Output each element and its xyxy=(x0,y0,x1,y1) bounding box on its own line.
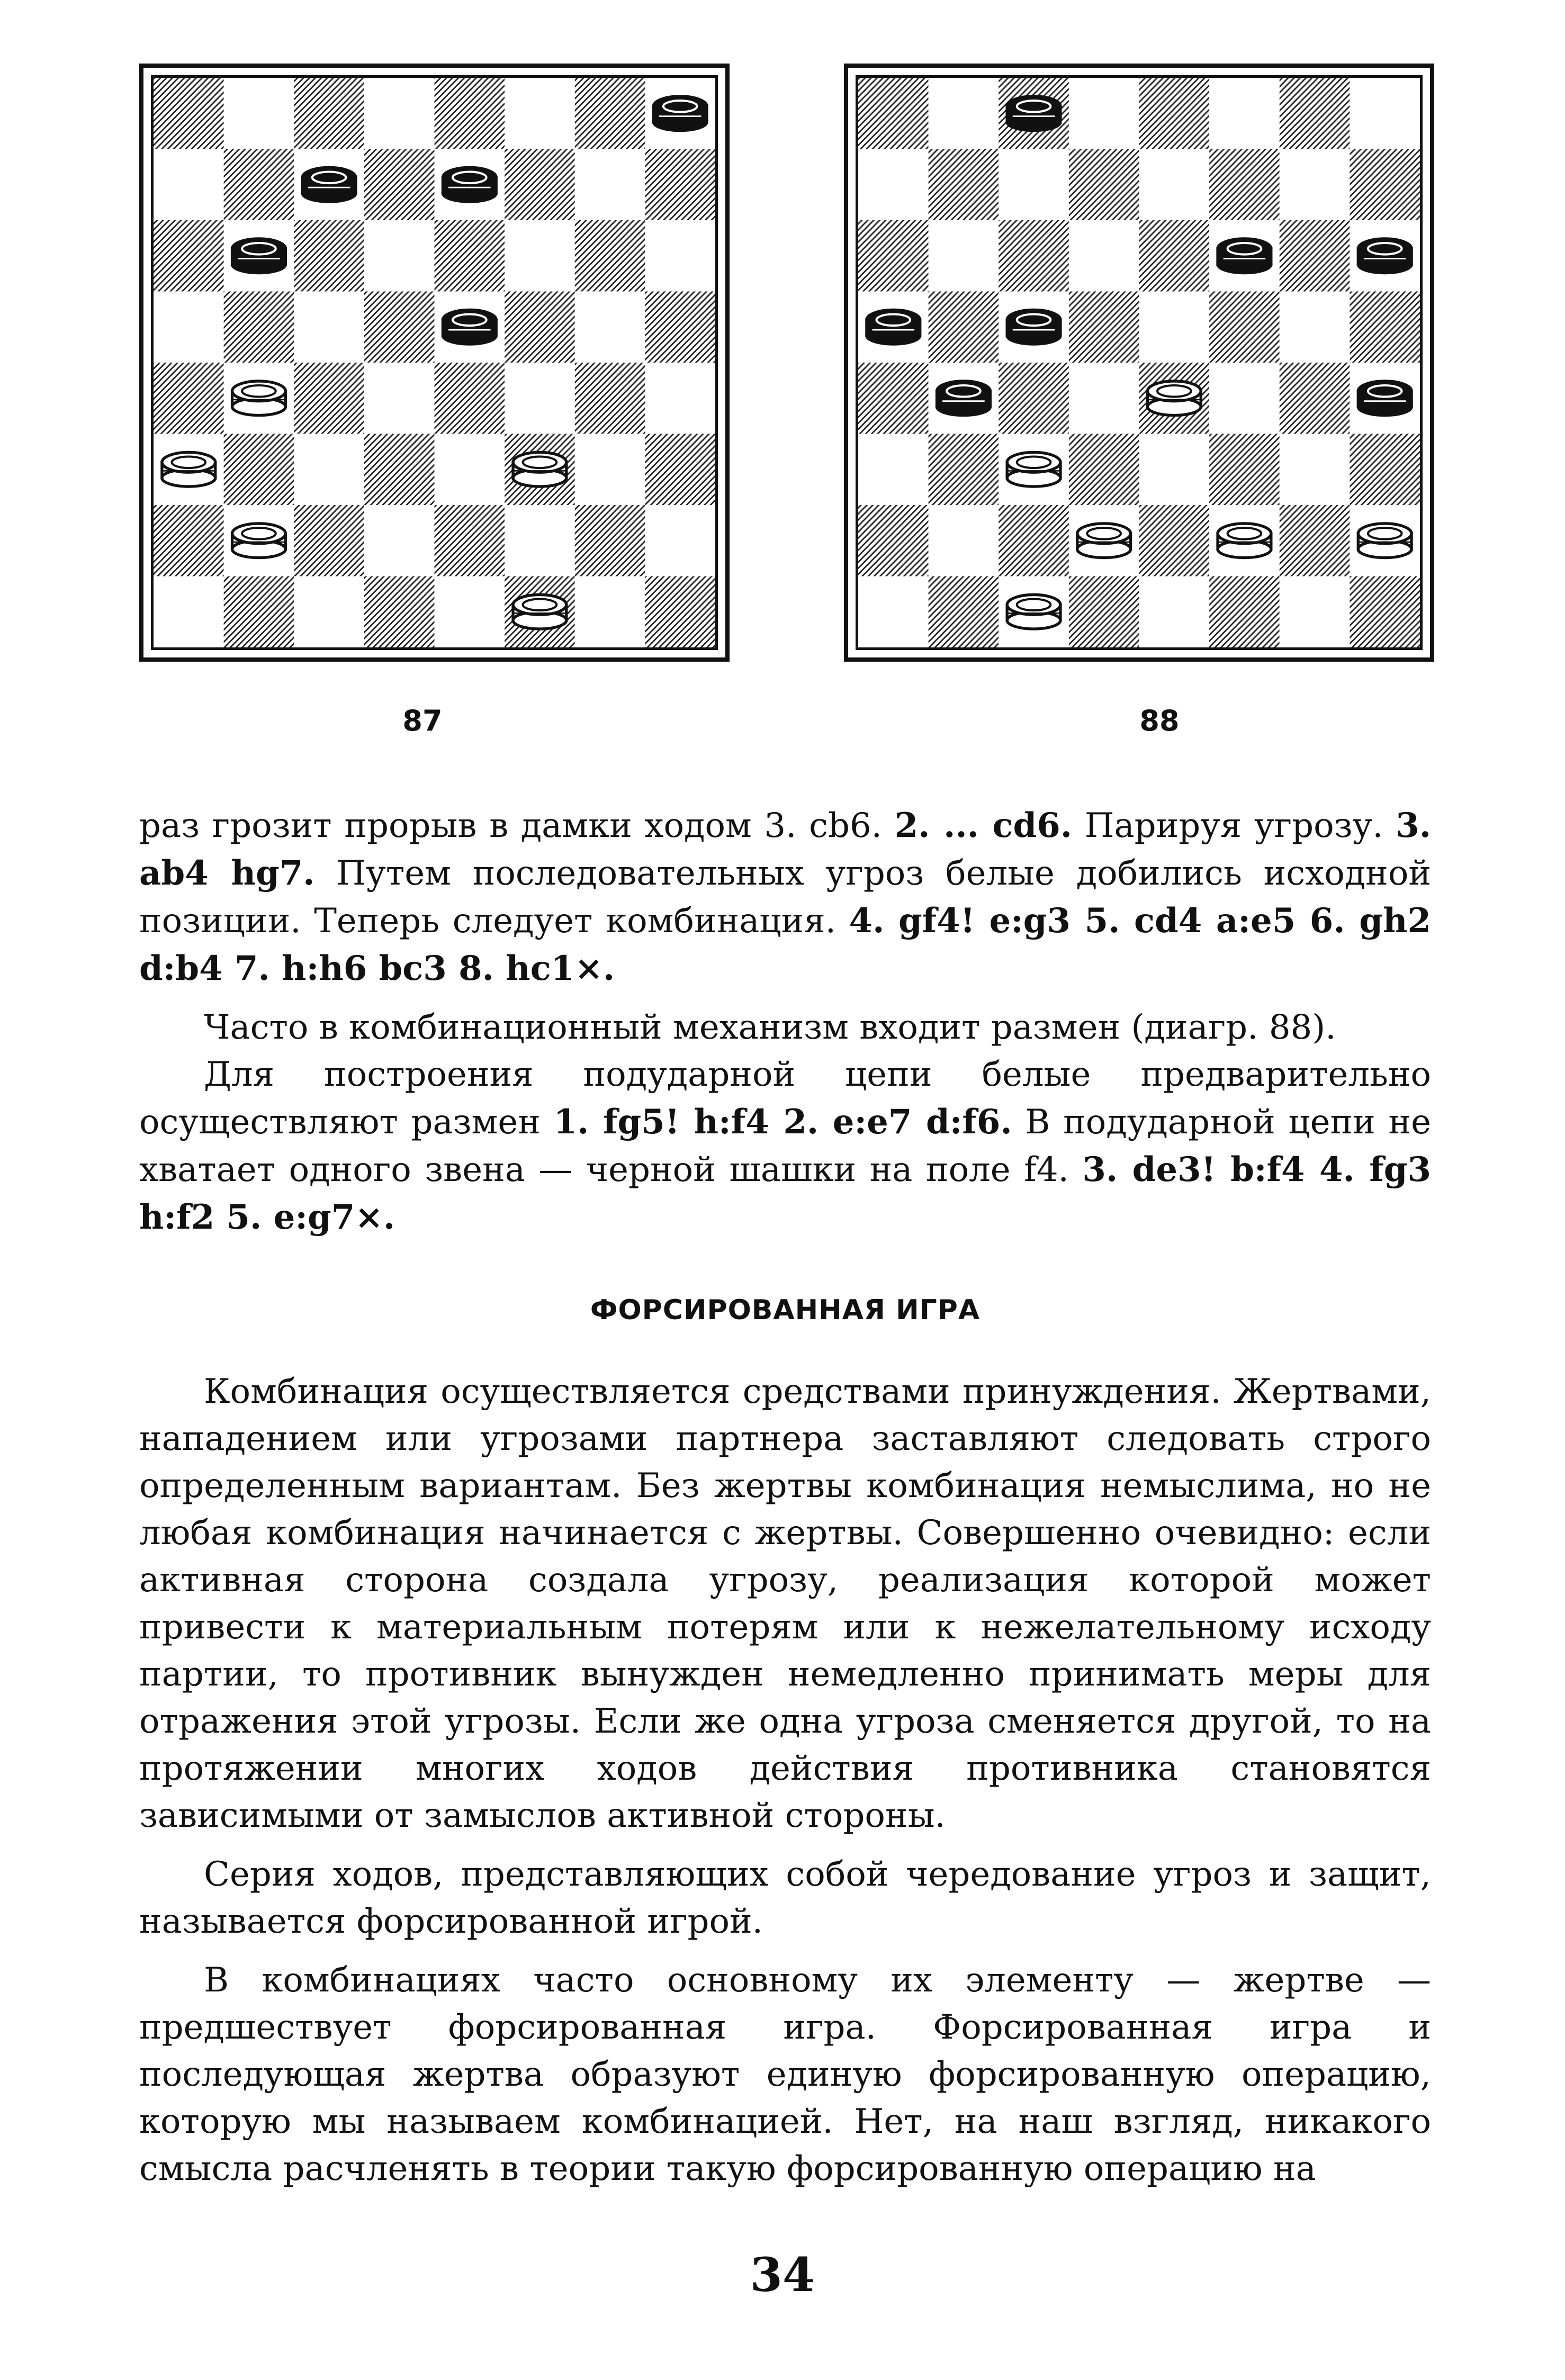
square-a1 xyxy=(858,576,929,648)
black-checker-c5 xyxy=(1007,310,1060,344)
square-d5 xyxy=(1069,292,1139,363)
square-f8 xyxy=(1209,78,1280,149)
diagram-88-svg xyxy=(858,78,1420,647)
diagram-87-board xyxy=(139,64,730,662)
diagram-87-number: 87 xyxy=(402,704,443,737)
square-g5 xyxy=(575,292,645,363)
square-d5 xyxy=(364,292,435,363)
square-f7 xyxy=(1209,149,1280,221)
square-e1 xyxy=(1139,576,1210,648)
black-checker-e7 xyxy=(443,167,496,202)
square-e3 xyxy=(1139,434,1210,506)
diagram-88-number: 88 xyxy=(1139,704,1180,737)
square-c2 xyxy=(294,505,364,576)
square-a3 xyxy=(858,434,929,506)
square-h7 xyxy=(1350,149,1420,221)
square-c6 xyxy=(999,220,1069,292)
square-c4 xyxy=(999,363,1069,434)
square-a2 xyxy=(858,505,929,576)
square-f3 xyxy=(1209,434,1280,506)
square-b1 xyxy=(224,576,294,648)
square-g6 xyxy=(1280,220,1350,292)
square-h3 xyxy=(645,434,715,506)
p3-move-2: 3. de3! b:f4 4. fg3 h:f2 5. e:g7×. xyxy=(139,1150,1432,1237)
white-checker-f1 xyxy=(513,594,566,629)
square-a7 xyxy=(154,149,224,221)
square-d8 xyxy=(364,78,435,149)
square-c8 xyxy=(294,78,364,149)
square-f6 xyxy=(505,220,575,292)
white-checker-c3 xyxy=(1007,452,1060,486)
square-e4 xyxy=(435,363,505,434)
square-h3 xyxy=(1350,434,1420,506)
square-b6 xyxy=(929,220,999,292)
p3-text-1: Для построения подударной цепи белые предварительно осуществляют размен xyxy=(139,1055,1431,1142)
black-checker-h8 xyxy=(653,96,707,131)
square-b3 xyxy=(224,434,294,506)
square-g7 xyxy=(575,149,645,221)
white-checker-c1 xyxy=(1007,594,1060,629)
white-checker-e4 xyxy=(1147,381,1201,416)
square-a8 xyxy=(154,78,224,149)
square-g2 xyxy=(1280,505,1350,576)
paragraph-5: Серия ходов, представляющих собой чередование угроз и защит, называется форсированной игрой. xyxy=(139,1855,1431,1941)
square-a6 xyxy=(154,220,224,292)
square-a6 xyxy=(858,220,929,292)
section-heading: ФОРСИРОВАННАЯ ИГРА xyxy=(590,1294,981,1326)
white-checker-f2 xyxy=(1218,524,1271,558)
square-h2 xyxy=(645,505,715,576)
square-e2 xyxy=(1139,505,1210,576)
p1-text-1: раз грозит прорыв в дамки ходом 3. cb6. xyxy=(139,806,895,845)
square-c3 xyxy=(294,434,364,506)
square-f1 xyxy=(1209,576,1280,648)
square-g2 xyxy=(575,505,645,576)
square-f5 xyxy=(505,292,575,363)
black-checker-f6 xyxy=(1218,239,1271,273)
square-b8 xyxy=(224,78,294,149)
square-g6 xyxy=(575,220,645,292)
square-h6 xyxy=(645,220,715,292)
square-e6 xyxy=(435,220,505,292)
square-b5 xyxy=(224,292,294,363)
square-c2 xyxy=(999,505,1069,576)
p3-move-1: 1. fg5! h:f4 2. e:e7 d:f6. xyxy=(553,1102,1012,1142)
square-h7 xyxy=(645,149,715,221)
diagram-88-board xyxy=(844,64,1434,662)
square-f7 xyxy=(505,149,575,221)
square-e5 xyxy=(1139,292,1210,363)
square-e8 xyxy=(1139,78,1210,149)
square-g5 xyxy=(1280,292,1350,363)
square-b5 xyxy=(929,292,999,363)
square-e8 xyxy=(435,78,505,149)
square-b8 xyxy=(929,78,999,149)
square-a8 xyxy=(858,78,929,149)
square-d1 xyxy=(1069,576,1139,648)
square-a5 xyxy=(154,292,224,363)
square-e2 xyxy=(435,505,505,576)
square-a7 xyxy=(858,149,929,221)
square-c6 xyxy=(294,220,364,292)
square-d7 xyxy=(364,149,435,221)
black-checker-e5 xyxy=(443,310,496,344)
square-g8 xyxy=(575,78,645,149)
square-a1 xyxy=(154,576,224,648)
black-checker-a5 xyxy=(867,310,920,344)
square-f5 xyxy=(1209,292,1280,363)
square-g3 xyxy=(1280,434,1350,506)
square-c4 xyxy=(294,363,364,434)
square-b3 xyxy=(929,434,999,506)
square-b7 xyxy=(929,149,999,221)
square-e6 xyxy=(1139,220,1210,292)
diagram-87-svg xyxy=(154,78,715,647)
paragraph-4: Комбинация осуществляется средствами принуждения. Жертвами, нападением или угрозами партнера заставляют следовать строго определенным вариантам. Без жертвы комбинация немыслима, но не любая комбинация начинается с жертвы. Совершенно очевидно: если активная сторона создала угрозу, реализация которой может привести к материальным потерям или к нежелательному исходу партии, то противник вынужден немедленно принимать меры для отражения этой угрозы. Если же одна угроза сменяется другой, то на протяжении многих ходов действия противника становятся зависимыми от замыслов активной стороны. xyxy=(139,1372,1431,1835)
square-g1 xyxy=(1280,576,1350,648)
black-checker-h4 xyxy=(1358,381,1411,416)
paragraph-3 xyxy=(139,1051,1431,1241)
black-checker-h6 xyxy=(1358,239,1411,273)
white-checker-b2 xyxy=(232,524,286,558)
white-checker-a3 xyxy=(162,452,215,486)
square-g8 xyxy=(1280,78,1350,149)
square-f8 xyxy=(505,78,575,149)
square-b1 xyxy=(929,576,999,648)
square-b2 xyxy=(929,505,999,576)
square-h5 xyxy=(1350,292,1420,363)
square-d6 xyxy=(364,220,435,292)
square-c7 xyxy=(999,149,1069,221)
square-b7 xyxy=(224,149,294,221)
square-d3 xyxy=(1069,434,1139,506)
white-checker-h2 xyxy=(1358,524,1411,558)
black-checker-b4 xyxy=(937,381,991,416)
square-f4 xyxy=(505,363,575,434)
p1-move-1: 2. ... cd6. xyxy=(894,806,1073,845)
square-f4 xyxy=(1209,363,1280,434)
square-e1 xyxy=(435,576,505,648)
square-g1 xyxy=(575,576,645,648)
black-checker-c7 xyxy=(302,167,356,202)
square-e3 xyxy=(435,434,505,506)
square-a4 xyxy=(858,363,929,434)
square-f2 xyxy=(505,505,575,576)
square-a2 xyxy=(154,505,224,576)
square-d3 xyxy=(364,434,435,506)
square-h8 xyxy=(1350,78,1420,149)
square-g4 xyxy=(1280,363,1350,434)
paragraph-2: Часто в комбинационный механизм входит размен (диагр. 88). xyxy=(204,1008,1336,1047)
square-d6 xyxy=(1069,220,1139,292)
white-checker-b4 xyxy=(232,381,286,416)
p3-text-2: В подударной цепи не хватает одного звена — черной шашки на поле f4. xyxy=(139,1103,1432,1189)
p1-move-3: 4. gf4! e:g3 5. cd4 a:e5 6. gh2 d:b4 7. h:h6 bc3 8. hc1×. xyxy=(139,901,1432,988)
upper-text xyxy=(139,802,1431,1241)
square-h1 xyxy=(645,576,715,648)
square-e7 xyxy=(1139,149,1210,221)
square-d4 xyxy=(1069,363,1139,434)
square-c1 xyxy=(294,576,364,648)
square-h4 xyxy=(645,363,715,434)
lower-text xyxy=(139,1368,1431,2193)
square-g4 xyxy=(575,363,645,434)
square-h1 xyxy=(1350,576,1420,648)
square-d1 xyxy=(364,576,435,648)
p1-text-3: Путем последовательных угроз белые добились исходной позиции. Теперь следует комбинация. xyxy=(139,854,1432,941)
square-c5 xyxy=(294,292,364,363)
p1-move-2: 3. ab4 hg7. xyxy=(139,806,1432,893)
black-checker-b6 xyxy=(232,239,286,273)
paragraph-6: В комбинациях часто основному их элементу — жертве — предшествует форсированная игра. Форсированная игра и последующая жертва образуют единую форсированную операцию, которую мы называем комбинацией. Нет, на наш взгляд, никакого смысла расчленять в теории такую форсированную операцию на xyxy=(139,1961,1431,2188)
square-d7 xyxy=(1069,149,1139,221)
square-d4 xyxy=(364,363,435,434)
square-d2 xyxy=(364,505,435,576)
square-g7 xyxy=(1280,149,1350,221)
white-checker-d2 xyxy=(1077,524,1131,558)
square-d8 xyxy=(1069,78,1139,149)
square-h5 xyxy=(645,292,715,363)
square-g3 xyxy=(575,434,645,506)
square-a4 xyxy=(154,363,224,434)
p1-text-2: Парируя угрозу. xyxy=(1072,806,1396,845)
black-checker-c8 xyxy=(1007,96,1060,131)
page-number: 34 xyxy=(750,2247,815,2302)
paragraph-1 xyxy=(139,802,1431,993)
white-checker-f3 xyxy=(513,452,566,486)
